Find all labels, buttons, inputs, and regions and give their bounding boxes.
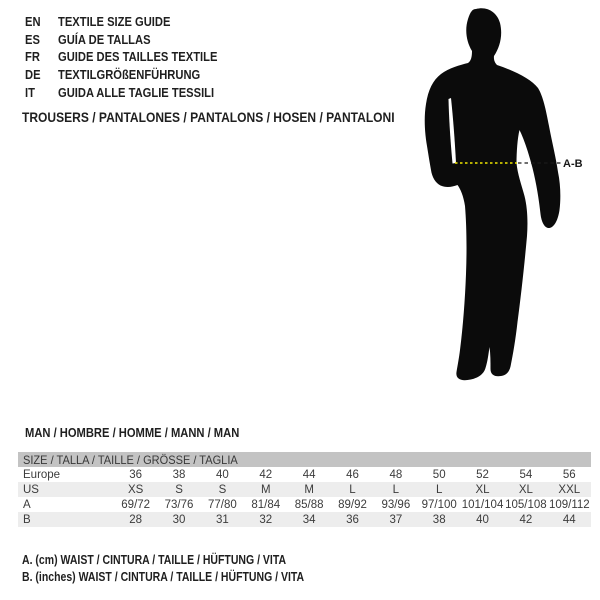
- size-cell: 44: [548, 512, 591, 527]
- size-cell: 52: [476, 468, 489, 481]
- size-cell: 32: [244, 512, 287, 527]
- man-silhouette: [425, 8, 561, 380]
- language-row-en: [25, 13, 243, 31]
- size-cell: 81/84: [251, 498, 281, 511]
- table-row-europe: [18, 467, 591, 482]
- size-cell: 97/100: [421, 498, 457, 511]
- language-row-de: [25, 66, 243, 84]
- size-table: [18, 452, 591, 527]
- size-cell: 48: [389, 468, 403, 481]
- language-row-it: [25, 83, 243, 101]
- language-code: FR: [25, 49, 40, 65]
- row-label: B: [18, 512, 114, 527]
- size-cell: 42: [259, 468, 273, 481]
- size-cell: 54: [519, 468, 533, 481]
- size-cell: 50: [432, 468, 446, 481]
- language-list: [25, 13, 243, 101]
- size-cell: L: [331, 482, 374, 497]
- man-section-title: MAN / HOMBRE / HOMME / MANN / MAN: [25, 425, 240, 440]
- size-cell: S: [201, 482, 244, 497]
- language-label: GUIDE DES TAILLES TEXTILE: [58, 49, 218, 65]
- size-cell: 38: [418, 512, 461, 527]
- measure-label-ab: A-B: [563, 158, 583, 170]
- size-table-header-row: [18, 452, 591, 467]
- size-cell: 109/112: [548, 498, 590, 511]
- size-cell: 105/108: [505, 498, 547, 511]
- size-cell: 30: [157, 512, 200, 527]
- size-cell: 36: [129, 468, 143, 481]
- size-cell: 34: [287, 512, 330, 527]
- size-cell: XL: [461, 482, 504, 497]
- size-cell: XXL: [548, 482, 591, 497]
- size-cell: 93/96: [381, 498, 411, 511]
- footnote-a: A. (cm) WAIST / CINTURA / TAILLE / HÜFTUNG / VITA: [22, 553, 287, 567]
- table-row-a-cm: [18, 497, 591, 512]
- category-title: TROUSERS / PANTALONES / PANTALONS / HOSEN / PANTALONI: [22, 109, 395, 125]
- measure-footnotes: [22, 552, 358, 586]
- size-cell: 69/72: [121, 498, 151, 511]
- language-label: GUIDA ALLE TAGLIE TESSILI: [58, 84, 215, 100]
- size-cell: 28: [114, 512, 157, 527]
- size-cell: 85/88: [294, 498, 324, 511]
- language-code: DE: [25, 67, 41, 83]
- size-cell: 56: [562, 468, 576, 481]
- size-cell: 37: [374, 512, 417, 527]
- man-silhouette-figure: [410, 0, 600, 400]
- size-cell: 40: [216, 468, 229, 481]
- footnote-b: B. (inches) WAIST / CINTURA / TAILLE / HÜFTUNG / VITA: [22, 570, 305, 584]
- size-cell: 46: [346, 468, 359, 481]
- size-cell: 77/80: [208, 498, 237, 511]
- language-label: TEXTILE SIZE GUIDE: [58, 14, 171, 30]
- size-cell: L: [374, 482, 417, 497]
- size-cell: XS: [114, 482, 157, 497]
- language-code: EN: [25, 14, 41, 30]
- size-cell: 38: [172, 468, 186, 481]
- size-cell: 44: [302, 468, 316, 481]
- size-cell: L: [418, 482, 461, 497]
- row-label: Europe: [23, 468, 61, 481]
- silhouette-svg: [410, 0, 600, 400]
- size-cell: 101/104: [461, 498, 504, 511]
- size-cell: S: [157, 482, 200, 497]
- size-cell: 40: [461, 512, 504, 527]
- row-label: US: [18, 482, 114, 497]
- language-label: GUÍA DE TALLAS: [58, 31, 151, 47]
- size-cell: 36: [331, 512, 374, 527]
- size-cell: M: [244, 482, 287, 497]
- size-cell: 42: [504, 512, 547, 527]
- language-row-fr: [25, 48, 243, 66]
- language-code: ES: [25, 31, 40, 47]
- language-label: TEXTILGRÖßENFÜHRUNG: [58, 67, 201, 83]
- row-label: A: [23, 498, 31, 511]
- size-cell: XL: [504, 482, 547, 497]
- language-code: IT: [25, 84, 35, 100]
- table-row-b-inches: [18, 512, 591, 527]
- size-table-header: SIZE / TALLA / TAILLE / GRÖSSE / TAGLIA: [18, 452, 591, 467]
- size-cell: 89/92: [338, 498, 367, 511]
- size-cell: M: [287, 482, 330, 497]
- size-cell: 31: [201, 512, 244, 527]
- table-row-us: [18, 482, 591, 497]
- size-cell: 73/76: [164, 498, 194, 511]
- language-row-es: [25, 31, 243, 49]
